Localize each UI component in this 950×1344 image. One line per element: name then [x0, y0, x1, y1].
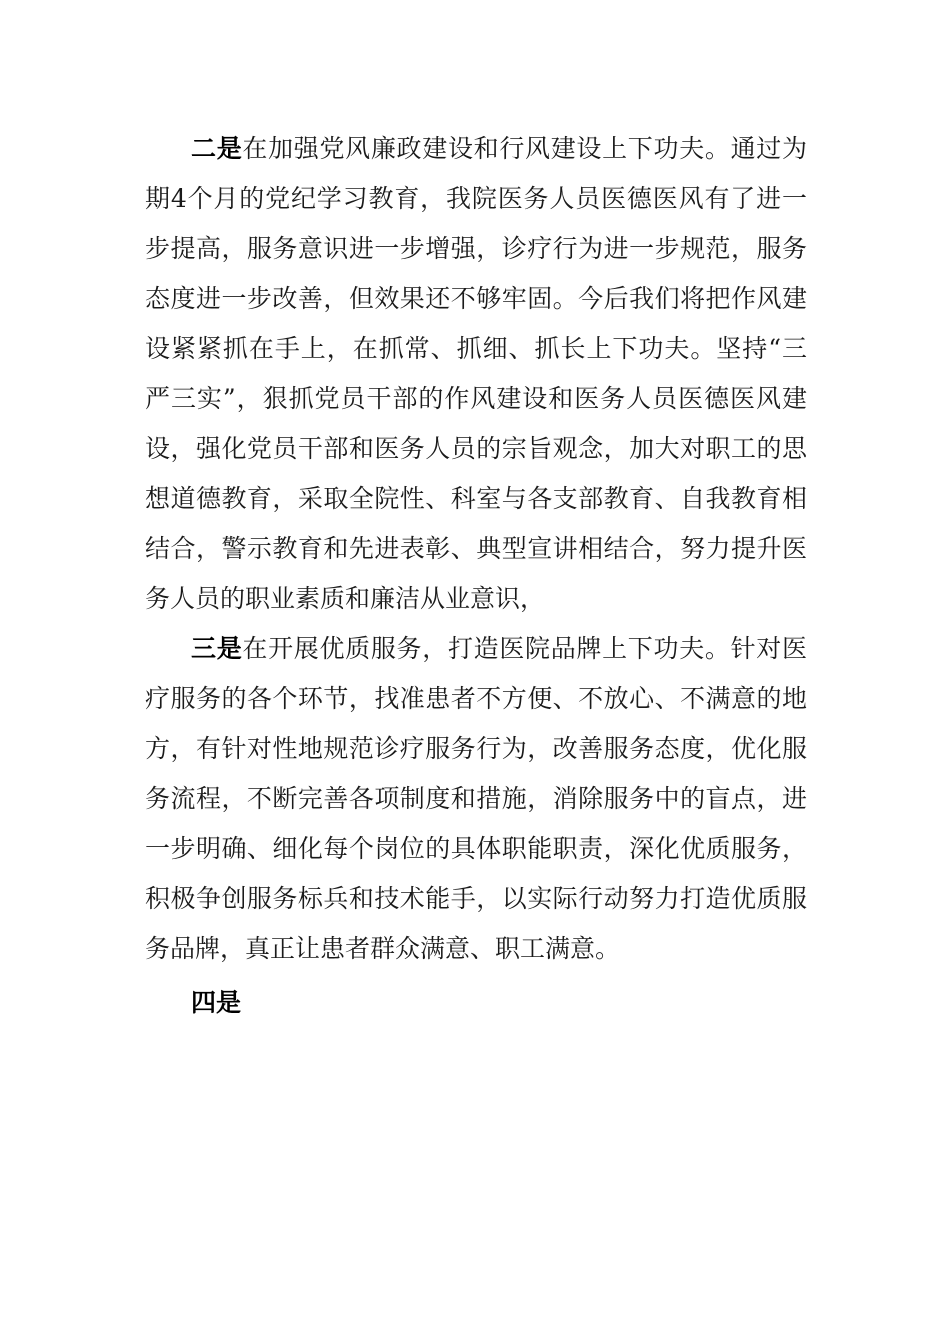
- document-body: [145, 124, 807, 1028]
- paragraph-three: [145, 624, 807, 974]
- paragraph-text: 在开展优质服务，打造医院品牌上下功夫。针对医疗服务的各个环节，找准患者不方便、不放心、不满意的地方，有针对性地规范诊疗服务行为，改善服务态度，优化服务流程，不断完善各项制度和措施，消除服务中的盲点，进一步明确、细化每个岗位的具体职能职责，深化优质服务，积极争创服务标兵和技术能手，以实际行动努力打造优质服务品牌，真正让患者群众满意、职工满意。: [145, 634, 807, 963]
- paragraph-two: [145, 124, 807, 624]
- paragraph-lead: 三是: [191, 634, 243, 663]
- paragraph-text: 在加强党风廉政建设和行风建设上下功夫。通过为期4个月的党纪学习教育，我院医务人员医德医风有了进一步提高，服务意识进一步增强，诊疗行为进一步规范，服务态度进一步改善，但效果还不够牢固。今后我们将把作风建设紧紧抓在手上，在抓常、抓细、抓长上下功夫。坚持“三严三实”，狠抓党员干部的作风建设和医务人员医德医风建设，强化党员干部和医务人员的宗旨观念，加大对职工的思想道德教育，采取全院性、科室与各支部教育、自我教育相结合，警示教育和先进表彰、典型宣讲相结合，努力提升医务人员的职业素质和廉洁从业意识，: [145, 134, 807, 613]
- paragraph-lead: 二是: [191, 134, 243, 163]
- paragraph-four: [145, 978, 807, 1028]
- paragraph-lead: 四是: [191, 988, 242, 1017]
